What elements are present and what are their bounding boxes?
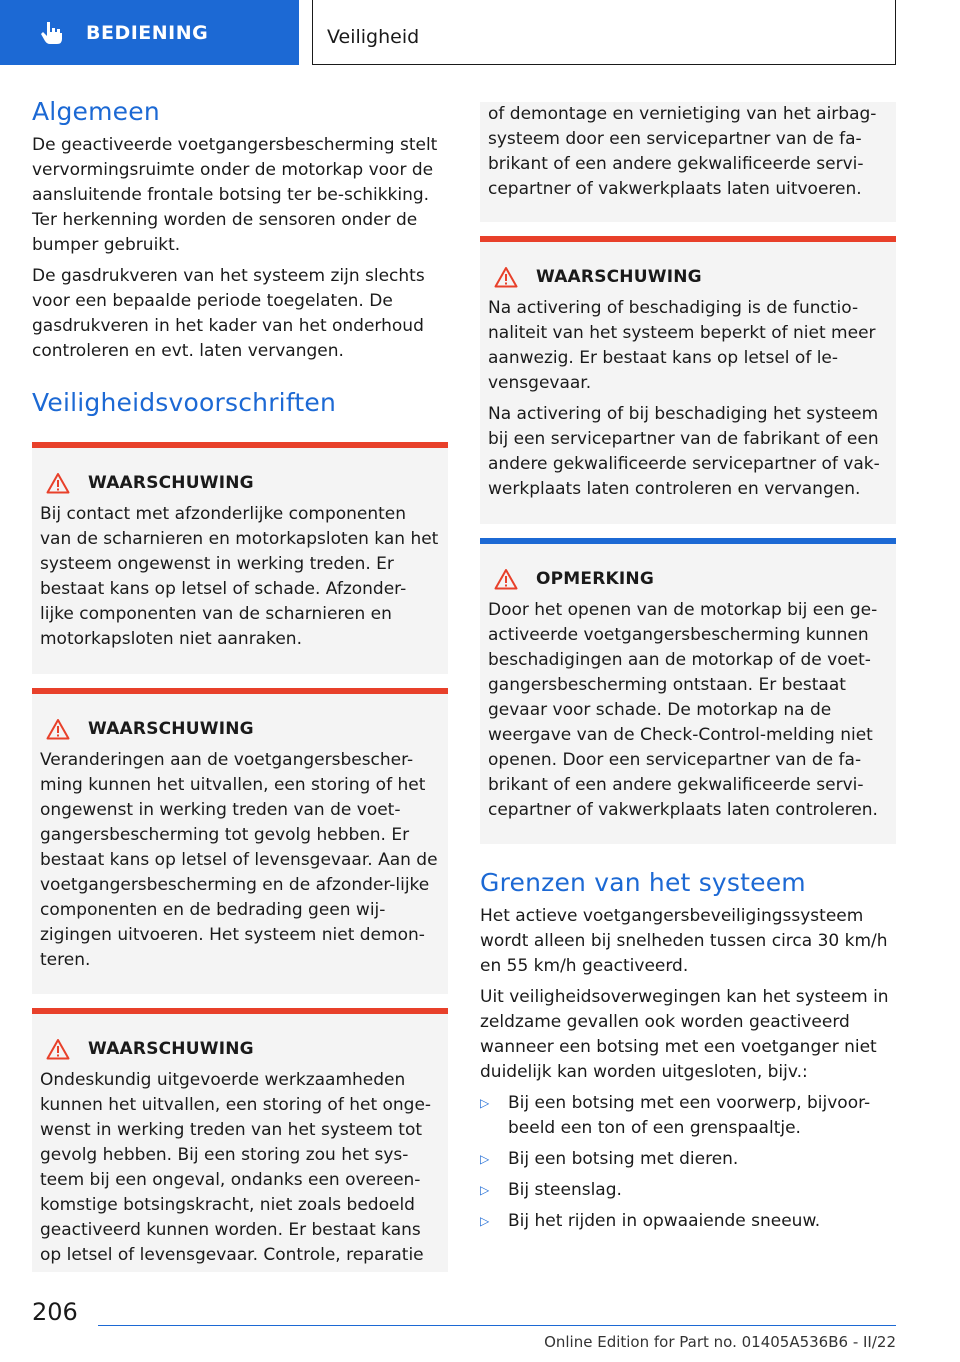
list-item: ▷ Bij een botsing met een voorwerp, bijvoor-beeld een ton of een grenspaaltje. [480, 1091, 896, 1141]
paragraph: De geactiveerde voetgangersbescherming stelt vervormingsruimte onder de motorkap voor de aansluitende frontale botsing ter be-schikking. Ter herkenning worden de sensoren onder de bumper gebruikt. [32, 135, 438, 255]
footer-edition: Online Edition for Part no. 01405A536B6 - II/22 [544, 1333, 896, 1351]
paragraph: Het actieve voetgangersbeveiligingssysteem wordt alleen bij snelheden tussen circa 30 km/h en 55 km/h geactiveerd. [480, 906, 888, 976]
warning-triangle-icon [46, 1038, 70, 1060]
warning-bar [480, 236, 896, 242]
warning-title: WAARSCHUWING [88, 719, 254, 739]
section-tab[interactable] [0, 0, 299, 65]
footer-rule [98, 1325, 896, 1326]
triangle-bullet-icon: ▷ [480, 1096, 490, 1110]
triangle-bullet-icon: ▷ [480, 1214, 490, 1228]
heading-veiligheidsvoorschriften: Veiligheidsvoorschriften [32, 388, 337, 417]
warning-title: WAARSCHUWING [88, 1039, 254, 1059]
warning-box [32, 688, 448, 994]
list-item: ▷ Bij een botsing met dieren. [480, 1147, 896, 1172]
warning-triangle-icon [494, 266, 518, 288]
section-label: BEDIENING [86, 21, 209, 44]
warning-text: of demontage en vernietiging van het airbag-systeem door een servicepartner van de fa-brikant of een andere gekwalificeerde servi-cepartner of vakwerkplaats laten uitvoeren. [488, 104, 877, 199]
heading-grenzen: Grenzen van het systeem [480, 868, 806, 897]
chapter-header [312, 0, 896, 65]
bullet-list [480, 1091, 896, 1234]
note-box [480, 538, 896, 844]
warning-box [480, 236, 896, 524]
warning-text: Ondeskundig uitgevoerde werkzaamheden kunnen het uitvallen, een storing of het onge-wenst in werking treden van het systeem tot gevolg hebben. Bij een storing zou het sys-teem bij een ongeval, ondanks een overeen-komstige botsingskracht, niet zoals bedoeld geactiveerd kunnen worden. Er bestaat kans op letsel of levensgevaar. Controle, reparatie [40, 1070, 432, 1265]
list-item: ▷ Bij het rijden in opwaaiende sneeuw. [480, 1209, 896, 1234]
left-column [32, 95, 448, 1272]
triangle-bullet-icon: ▷ [480, 1152, 490, 1166]
list-item: ▷ Bij steenslag. [480, 1178, 896, 1203]
note-bar [480, 538, 896, 544]
paragraph: De gasdrukveren van het systeem zijn slechts voor een bepaalde periode toegelaten. De gasdrukveren in het kader van het onderhoud controleren en evt. laten vervangen. [32, 266, 425, 361]
note-title: OPMERKING [536, 569, 655, 589]
warning-triangle-icon [46, 718, 70, 740]
warning-title: WAARSCHUWING [88, 473, 254, 493]
triangle-bullet-icon: ▷ [480, 1183, 490, 1197]
warning-bar [32, 442, 448, 448]
warning-text: Na activering of beschadiging is de functio-naliteit van het systeem beperkt of niet meer aanwezig. Er bestaat kans op letsel of le-vensgevaar. [488, 298, 876, 393]
warning-text: Na activering of bij beschadiging het systeem bij een servicepartner van de fabrikant of een andere gekwalificeerde servicepartner of vak-werkplaats laten controleren en vervangen. [488, 404, 880, 499]
warning-triangle-icon [494, 568, 518, 590]
warning-bar [32, 688, 448, 694]
hand-pointer-icon [38, 18, 68, 48]
warning-text: Veranderingen aan de voetgangersbescher-ming kunnen het uitvallen, een storing of het ongewenst in werking treden van de voet-gangersbescherming tot gevolg hebben. Er bestaat kans op letsel of levensgevaar. Aan de voetgangersbescherming en de afzonder-lijke componenten en de bedrading geen wij-zigingen uitvoeren. Het systeem niet demon-teren. [40, 750, 438, 970]
chapter-title: Veiligheid [327, 26, 420, 48]
note-text: Door het openen van de motorkap bij een ge-activeerde voetgangersbescherming kunnen beschadigingen aan de motorkap of de voet-gangersbescherming ontstaan. Er bestaat gevaar voor schade. De motorkap na de weergave van de Check-Control-melding niet openen. Door een servicepartner van de fa-brikant of een andere gekwalificeerde servi-cepartner of vakwerkplaats laten controleren. [488, 600, 878, 820]
heading-algemeen: Algemeen [32, 97, 160, 126]
warning-box [32, 1008, 448, 1272]
warning-bar [32, 1008, 448, 1014]
warning-triangle-icon [46, 472, 70, 494]
warning-box [32, 442, 448, 674]
warning-title: WAARSCHUWING [536, 267, 702, 287]
right-column [480, 102, 896, 1240]
paragraph: Uit veiligheidsoverwegingen kan het systeem in zeldzame gevallen ook worden geactiveerd wanneer een botsing met een voetganger niet duidelijk kan worden uitgesloten, bijv.: [480, 987, 889, 1082]
page-number: 206 [32, 1298, 78, 1326]
warning-text: Bij contact met afzonderlijke componenten van de scharnieren en motorkapsloten kan het systeem ongewenst in werking treden. Er bestaat kans op letsel of schade. Afzonder-lijke componenten van de scharnieren en motorkapsloten niet aanraken. [40, 504, 439, 649]
warning-box-continued [480, 102, 896, 222]
